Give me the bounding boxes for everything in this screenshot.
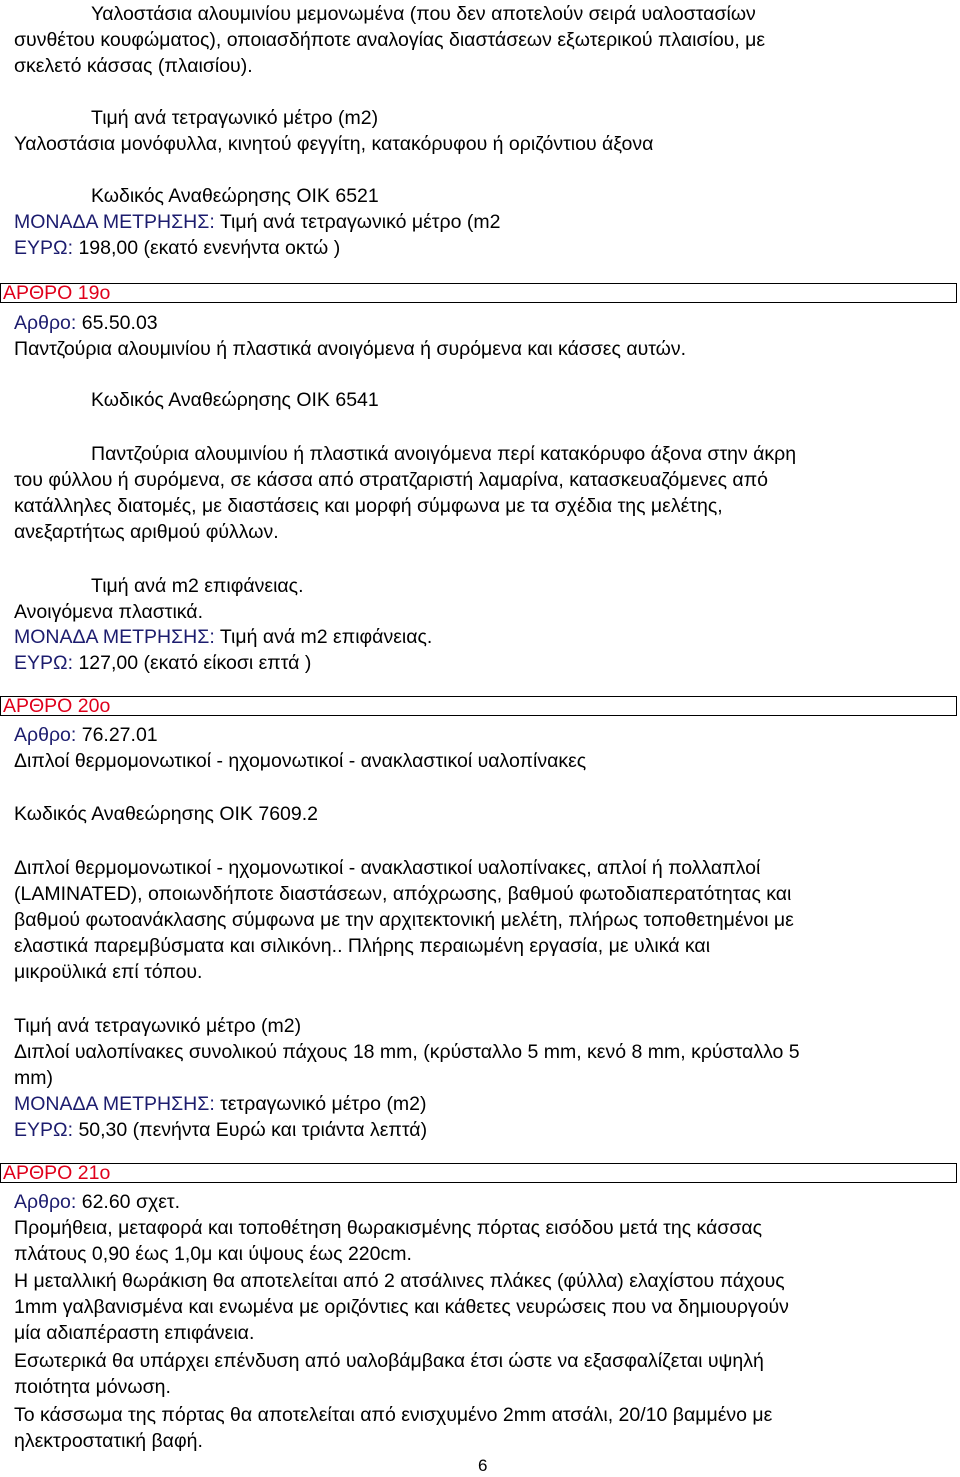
article-19-body-line-4: ανεξαρτήτως αριθμού φύλλων.: [14, 521, 279, 543]
ref-value: 62.60 σχετ.: [81, 1191, 181, 1213]
article-19-ref: [14, 310, 158, 336]
article-21-body-line-8: Το κάσσωμα της πόρτας θα αποτελείται από ενισχυμένο 2mm ατσάλι, 20/10 βαμμένο με: [14, 1404, 773, 1426]
ref-label: Αρθρο:: [14, 724, 77, 746]
euro-label: ΕΥΡΩ:: [14, 1119, 74, 1141]
unit-value: τετραγωνικό μέτρο (m2): [220, 1093, 427, 1115]
euro-value: 50,30 (πενήντα Ευρώ και τριάντα λεπτά): [78, 1119, 428, 1141]
intro-price-line: Τιμή ανά τετραγωνικό μέτρο (m2): [91, 107, 379, 129]
article-20-ref: [14, 722, 158, 748]
intro-revision-code: Κωδικός Αναθεώρησης ΟΙΚ 6521: [91, 185, 379, 207]
article-20-body-line-1: Διπλοί θερμομονωτικοί - ηχομονωτικοί - ανακλαστικοί υαλοπίνακες, απλοί ή πολλαπλοί: [14, 857, 761, 879]
article-20-unit-row: [14, 1091, 427, 1117]
unit-label: ΜΟΝΑΔΑ ΜΕΤΡΗΣΗΣ:: [14, 1093, 215, 1115]
intro-unit-row: [14, 209, 500, 235]
ref-label: Αρθρο:: [14, 312, 77, 334]
article-20-euro-row: [14, 1117, 427, 1143]
article-21-body-line-6: Εσωτερικά θα υπάρχει επένδυση από υαλοβάμβακα έτσι ώστε να εξασφαλίζεται υψηλή: [14, 1350, 764, 1372]
article-19-unit-row: [14, 624, 432, 650]
unit-value: Τιμή ανά m2 επιφάνειας.: [219, 626, 433, 648]
unit-value: Τιμή ανά τετραγωνικό μέτρο (m2: [219, 211, 501, 233]
article-19-body-line-1: Παντζούρια αλουμινίου ή πλαστικά ανοιγόμενα περί κατακόρυφο άξονα στην άκρη: [91, 443, 797, 465]
article-21-ref: [14, 1189, 180, 1215]
article-20-variant-line-2: mm): [14, 1067, 53, 1089]
article-20-body-line-2: (LAMINATED), οποιωνδήποτε διαστάσεων, απόχρωσης, βαθμού φωτοδιαπερατότητας και: [14, 883, 792, 905]
euro-value: 127,00 (εκατό είκοσι επτά ): [78, 652, 312, 674]
intro-line-2: συνθέτου κουφώματος), οποιασδήποτε αναλογίας διαστάσεων εξωτερικού πλαισίου, με: [14, 29, 766, 51]
article-20-price-line: Τιμή ανά τετραγωνικό μέτρο (m2): [14, 1015, 302, 1037]
article-19-body-line-3: κατάλληλες διατομές, με διαστάσεις και μορφή σύμφωνα με τα σχέδια της μελέτης,: [14, 495, 723, 517]
article-20-revision-code: Κωδικός Αναθεώρησης ΟΙΚ 7609.2: [14, 803, 319, 825]
article-19-euro-row: [14, 650, 311, 676]
unit-label: ΜΟΝΑΔΑ ΜΕΤΡΗΣΗΣ:: [14, 211, 215, 233]
article-20-body-line-3: βαθμού φωτοανάκλασης σύμφωνα με την αρχιτεκτονική μελέτη, πλήρως τοποθετημένοι με: [14, 909, 794, 931]
intro-line-3: σκελετό κάσσας (πλαισίου).: [14, 55, 253, 77]
article-19-subject: Παντζούρια αλουμινίου ή πλαστικά ανοιγόμενα ή συρόμενα και κάσσες αυτών.: [14, 338, 687, 360]
article-21-body-line-3: Η μεταλλική θωράκιση θα αποτελείται από 2 ατσάλινες πλάκες (φύλλα) ελαχίστου πάχους: [14, 1270, 785, 1292]
article-20-body-line-5: μικροϋλικά επί τόπου.: [14, 961, 203, 983]
unit-label: ΜΟΝΑΔΑ ΜΕΤΡΗΣΗΣ:: [14, 626, 215, 648]
article-21-header: [0, 1163, 957, 1183]
page-number: 6: [478, 1456, 488, 1475]
article-19-body-line-2: του φύλλου ή συρόμενα, σε κάσσα από στρατζαριστή λαμαρίνα, κατασκευαζόμενες από: [14, 469, 769, 491]
article-20-title: ΑΡΘΡΟ 20ο: [3, 695, 111, 717]
euro-value: 198,00 (εκατό ενενήντα οκτώ ): [78, 237, 341, 259]
euro-label: ΕΥΡΩ:: [14, 237, 74, 259]
article-21-body-line-2: πλάτους 0,90 έως 1,0μ και ύψους έως 220cm.: [14, 1243, 412, 1265]
intro-euro-row: [14, 235, 340, 261]
intro-line-1: Υαλοστάσια αλουμινίου μεμονωμένα (που δεν αποτελούν σειρά υαλοστασίων: [91, 3, 756, 25]
article-20-header: [0, 696, 957, 716]
article-21-body-line-9: ηλεκτροστατική βαφή.: [14, 1430, 203, 1452]
article-21-body-line-1: Προμήθεια, μεταφορά και τοποθέτηση θωρακισμένης πόρτας εισόδου μετά της κάσσας: [14, 1217, 763, 1239]
article-21-body-line-7: ποιότητα μόνωση.: [14, 1376, 171, 1398]
article-21-body-line-5: μία αδιαπέραστη επιφάνεια.: [14, 1322, 255, 1344]
ref-label: Αρθρο:: [14, 1191, 77, 1213]
article-19-variant: Ανοιγόμενα πλαστικά.: [14, 601, 204, 623]
ref-value: 76.27.01: [81, 724, 158, 746]
article-20-body-line-4: ελαστικά παρεμβύσματα και σιλικόνη.. Πλήρης περαιωμένη εργασία, με υλικά και: [14, 935, 711, 957]
ref-value: 65.50.03: [81, 312, 158, 334]
article-20-variant-line-1: Διπλοί υαλοπίνακες συνολικού πάχους 18 mm, (κρύσταλλο 5 mm, κενό 8 mm, κρύσταλλο 5: [14, 1041, 800, 1063]
article-19-title: ΑΡΘΡΟ 19ο: [3, 282, 111, 304]
article-19-revision-code: Κωδικός Αναθεώρησης ΟΙΚ 6541: [91, 389, 379, 411]
article-19-header: [0, 283, 957, 303]
article-21-body-line-4: 1mm γαλβανισμένα και ενωμένα με οριζόντιες και κάθετες νευρώσεις που να δημιουργούν: [14, 1296, 789, 1318]
intro-description: Υαλοστάσια μονόφυλλα, κινητού φεγγίτη, κατακόρυφου ή οριζόντιου άξονα: [14, 133, 654, 155]
article-19-price-line: Τιμή ανά m2 επιφάνειας.: [91, 575, 304, 597]
article-20-subject: Διπλοί θερμομονωτικοί - ηχομονωτικοί - ανακλαστικοί υαλοπίνακες: [14, 750, 587, 772]
article-21-title: ΑΡΘΡΟ 21ο: [3, 1162, 111, 1184]
euro-label: ΕΥΡΩ:: [14, 652, 74, 674]
